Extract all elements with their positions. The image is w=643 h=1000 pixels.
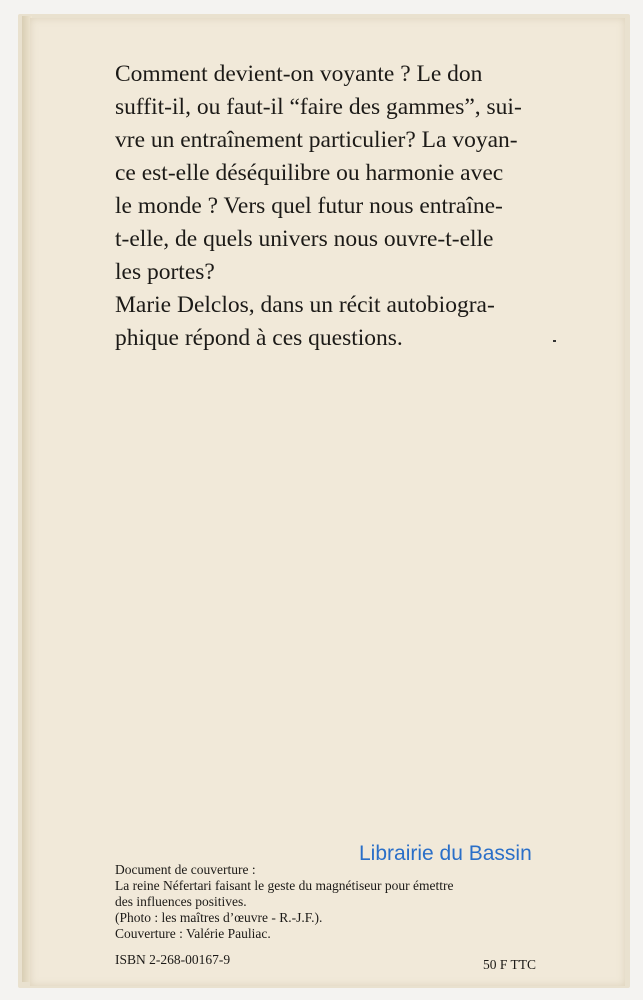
credit-line: des influences positives.: [115, 894, 247, 909]
blurb-text: [115, 58, 565, 355]
blurb-line: phique répond à ces questions.: [115, 325, 403, 351]
cover-credits: [115, 862, 585, 942]
credit-line: Document de couverture :: [115, 862, 256, 877]
price-label: 50 F TTC: [483, 957, 537, 972]
blurb-line: vre un entraînement particulier? La voyan-: [115, 127, 518, 153]
credit-line: La reine Néfertari faisant le geste du magnétiseur pour émettre: [115, 878, 454, 893]
seller-watermark: Librairie du Bassin: [359, 842, 532, 865]
blurb-line: Marie Delclos, dans un récit autobiogra-: [115, 292, 495, 318]
credit-line: (Photo : les maîtres d’œuvre - R.-J.F.).: [115, 910, 323, 925]
blurb-line: t-elle, de quels univers nous ouvre-t-elle: [115, 226, 494, 252]
blurb-line: les portes?: [115, 259, 215, 285]
isbn-number: ISBN 2-268-00167-9: [115, 952, 231, 967]
blurb-line: suffit-il, ou faut-il “faire des gammes”, sui-: [115, 94, 522, 120]
blurb-line: Comment devient-on voyante ? Le don: [115, 61, 483, 87]
blurb-line: le monde ? Vers quel futur nous entraîne-: [115, 193, 503, 219]
ink-speck: [553, 340, 556, 342]
blurb-line: ce est-elle déséquilibre ou harmonie avec: [115, 160, 504, 186]
credit-line: Couverture : Valérie Pauliac.: [115, 926, 271, 941]
